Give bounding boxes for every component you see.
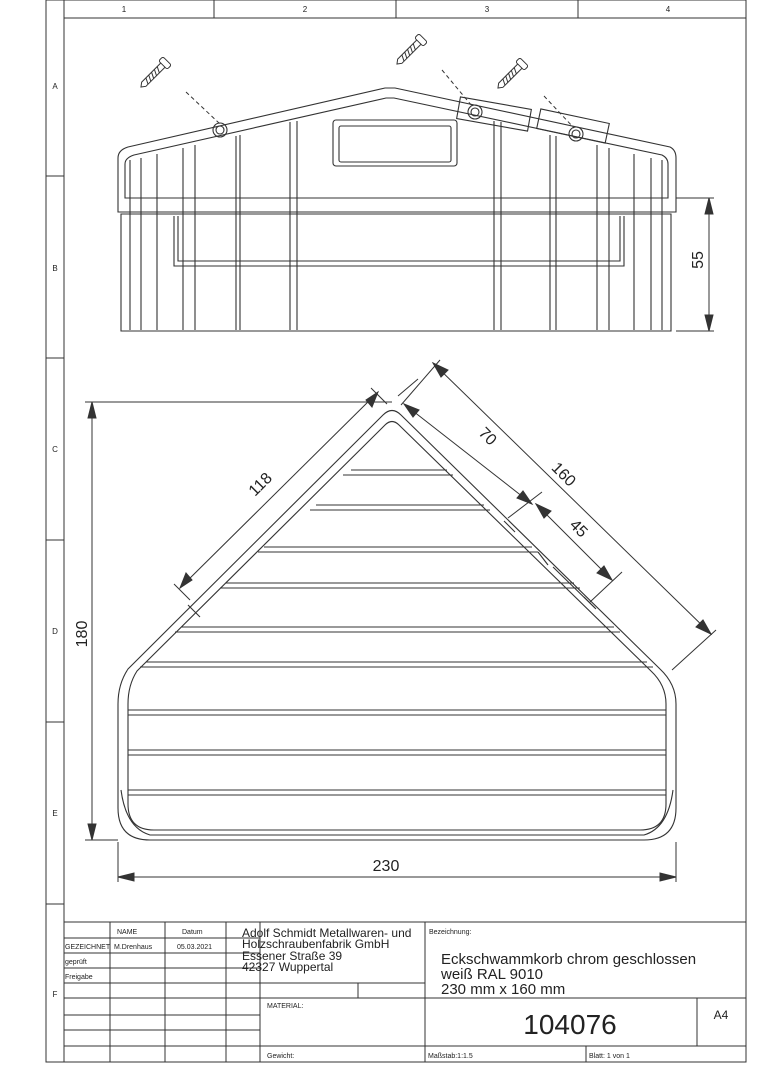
scale-label: Maßstab:1:1.5: [428, 1053, 473, 1060]
sheet-label: Blatt: 1 von 1: [589, 1053, 630, 1060]
designation-line-1: Eckschwammkorb chrom geschlossen: [441, 951, 697, 968]
dimension-230-label: 230: [372, 858, 400, 875]
dimension-160-label: 160: [547, 459, 579, 491]
title-block-row-checked: geprüft: [65, 959, 87, 966]
zone-row-b: B: [52, 264, 58, 273]
screw-center-icon: [393, 34, 428, 69]
title-block-row-drawn: GEZEICHNET: [65, 944, 111, 951]
company-line-2: Holzschraubenfabrik GmbH: [242, 937, 390, 951]
dimension-160: [401, 360, 716, 670]
title-block-col-name: NAME: [117, 929, 138, 936]
top-view: [118, 411, 676, 841]
company-line-1: Adolf Schmidt Metallwaren- und: [242, 926, 412, 940]
title-block-drawn-name: M.Drenhaus: [114, 944, 153, 951]
front-view: [118, 88, 676, 331]
mounting-hole-left: [213, 123, 227, 137]
zone-row-a: A: [52, 82, 58, 91]
designation-label: Bezeichnung:: [429, 929, 472, 936]
zone-row-f: F: [52, 990, 58, 999]
title-block-col-date: Datum: [182, 929, 203, 936]
material-label: MATERIAL:: [267, 1003, 304, 1010]
company-line-4: 42327 Wuppertal: [242, 960, 334, 974]
dimension-118: [174, 388, 387, 600]
screw-left-icon: [137, 57, 172, 92]
company-line-3: Essener Straße 39: [242, 949, 343, 963]
zone-column-1: 1: [121, 5, 127, 14]
designation-line-2: weiß RAL 9010: [441, 966, 543, 983]
dimension-55-label: 55: [690, 251, 707, 269]
paper-size: A4: [713, 1008, 729, 1022]
title-block-row-release: Freigabe: [65, 974, 93, 981]
zone-labels: [52, 5, 671, 999]
dimension-70-label: 70: [474, 424, 500, 450]
drawing-number: 104076: [523, 1009, 617, 1040]
screws: [137, 34, 574, 128]
title-block-drawn-date: 05.03.2021: [177, 944, 213, 951]
drawing-frame: [46, 0, 746, 1062]
top-view-slats: [128, 470, 666, 795]
dimension-180-label: 180: [74, 620, 91, 648]
zone-column-2: 2: [302, 5, 308, 14]
designation-line-3: 230 mm x 160 mm: [441, 981, 566, 998]
title-block: [64, 922, 746, 1062]
dimension-45-label: 45: [565, 516, 591, 542]
dimension-118-label: 118: [245, 469, 276, 500]
zone-column-3: 3: [484, 5, 490, 14]
dimension-180: [85, 402, 392, 840]
screw-right-icon: [494, 58, 529, 93]
mounting-hole-center: [468, 105, 482, 119]
zone-row-e: E: [52, 809, 58, 818]
zone-row-c: C: [52, 445, 58, 454]
zone-row-d: D: [52, 627, 58, 636]
zone-column-4: 4: [665, 5, 671, 14]
weight-label: Gewicht:: [267, 1053, 295, 1060]
front-view-wires: [130, 121, 662, 330]
mounting-hole-right: [569, 127, 583, 141]
